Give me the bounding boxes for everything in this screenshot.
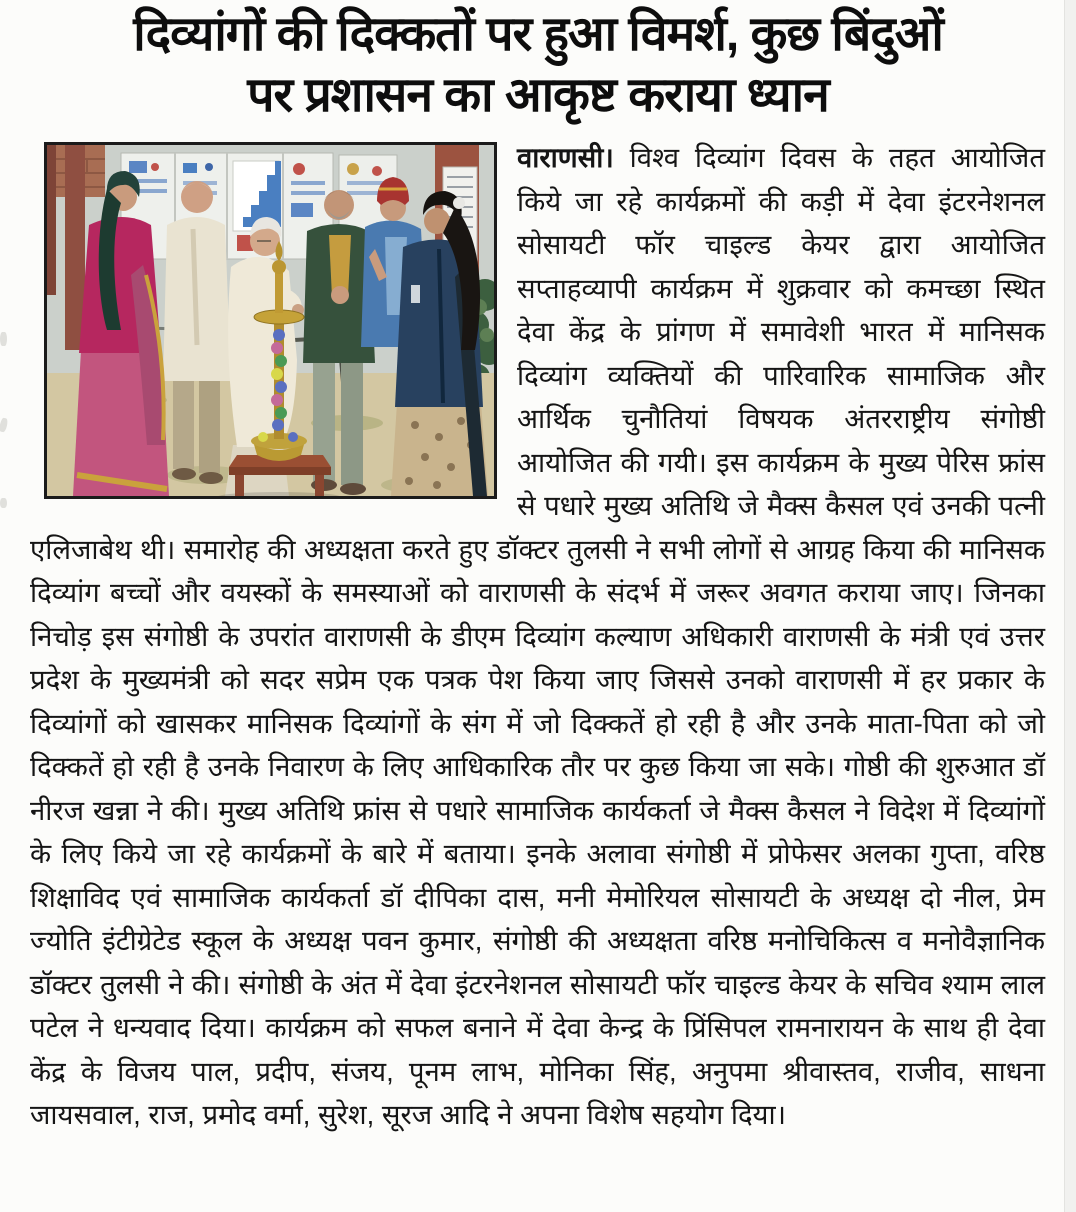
- scan-artifact: [0, 498, 7, 508]
- article-text: विश्व दिव्यांग दिवस के तहत आयोजित किये जा रहे कार्यक्रमों की कड़ी में देवा इंटरनेशनल सोसायटी फॉर चाइल्ड केयर द्वारा आयोजित सप्ताहव्यापी कार्यक्रम में शुक्रवार को कमच्छा स्थित देवा केंद्र के प्रांगण में समावेशी भारत में मानिसक दिव्यांग व्यक्तियों की पारिवारिक सामाजिक और आर्थिक चुनौतियां विषयक अंतरराष्ट्रीय संगोष्ठी आयोजित की गयी। इस कार्यक्रम के मुख्य पेरिस फ्रांस से पधारे मुख्य अतिथि जे मैक्स कैसल एवं उनकी पत्नी एलिजाबेथ थी। समारोह की अध्यक्षता करते हुए डॉक्टर तुलसी ने सभी लोगों से आग्रह किया की मानिसक दिव्यांग बच्चों और वयस्कों के समस्याओं को वाराणसी के संदर्भ में जरूर अवगत कराया जाए। जिनका निचोड़ इस संगोष्ठी के उपरांत वाराणसी के डीएम दिव्यांग कल्याण अधिकारी वाराणसी के मंत्री एवं उत्तर प्रदेश के मुख्यमंत्री को सदर सप्रेम एक पत्रक पेश किया जाए जिससे उनको वाराणसी में हर प्रकार के दिव्यांगों को खासकर मानिसक दिव्यांगों के संग में जो दिक्कतें हो रही है और उनके माता-पिता को जो दिक्कतें हो रही है उनके निवारण के लिए आधिकारिक तौर पर कुछ किया जा सके। गोष्ठी की शुरुआत डॉ नीरज खन्ना ने की। मुख्य अतिथि फ्रांस से पधारे सामाजिक कार्यकर्ता जे मैक्स कैसल ने विदेश में दिव्यांगों के लिए किये जा रहे कार्यक्रमों के बारे में बताया। इनके अलावा संगोष्ठी में प्रोफेसर अलका गुप्ता, वरिष्ठ शिक्षाविद एवं सामाजिक कार्यकर्ता डॉ दीपिका दास, मनी मेमोरियल सोसायटी के अध्यक्ष दो नील, प्रेम ज्योति इंटीग्रेटेड स्कूल के अध्यक्ष पवन कुमार, संगोष्ठी की अध्यक्षता वरिष्ठ मनोचिकित्स व मनोवैज्ञानिक डॉक्टर तुलसी ने की। संगोष्ठी के अंत में देवा इंटरनेशनल सोसायटी फॉर चाइल्ड केयर के सचिव श्याम लाल पटेल ने धन्यवाद दिया। कार्यक्रम को सफल बनाने में देवा केन्द्र के प्रिंसिपल रामनारायन के साथ ही देवा केंद्र के विजय पाल, प्रदीप, संजय, पूनम लाभ, मोनिका सिंह, अनुपमा श्रीवास्तव, राजीव, साधना जायसवाल, राज, प्रमोद वर्मा, सुरेश, सूरज आदि ने अपना विशेष सहयोग दिया।: [30, 142, 1045, 1130]
- ceremony-photo-illustration: [47, 145, 494, 496]
- ceremony-photo: [44, 142, 497, 499]
- scan-artifact: [0, 417, 8, 432]
- article-dateline: वाराणसी।: [517, 142, 614, 173]
- headline-line-1: दिव्यांगों की दिक्कतों पर हुआ विमर्श, कुछ बिंदुओं: [133, 8, 943, 61]
- scan-artifact: [0, 332, 7, 346]
- article-body: [30, 136, 1045, 1137]
- scan-edge-strip: [1064, 0, 1076, 1212]
- headline-line-2: पर प्रशासन का आकृष्ट कराया ध्यान: [247, 69, 829, 122]
- article-headline: [20, 4, 1056, 126]
